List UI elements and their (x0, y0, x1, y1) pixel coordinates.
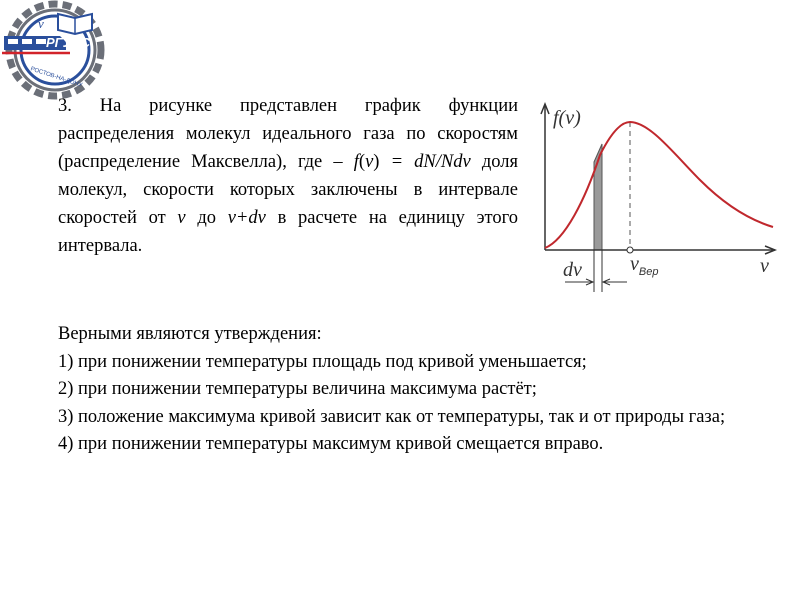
vver-main: v (630, 253, 639, 275)
statements-list (58, 321, 738, 459)
dv-label: dv (563, 259, 582, 281)
statement-2: 2) при понижении температуры величина максимума растёт; (58, 379, 537, 399)
problem-part3: до (185, 208, 228, 228)
book-icon (58, 14, 92, 34)
x-axis-label: v (760, 255, 769, 277)
y-axis-label: f(v) (553, 107, 581, 129)
problem-part1: 3. На рисунке представлен график функции распределения молекул идеального газа по скоростям (распределение Максвелла), где – (58, 96, 518, 172)
formula: = dN/Ndv (379, 152, 471, 172)
problem-part4: в расчете на единицу этого интервала. (58, 208, 519, 256)
statements-heading: Верными являются утверждения: (58, 324, 322, 344)
logo-org-text: РГУПС (46, 35, 91, 50)
university-logo (0, 0, 110, 100)
maxwell-curve (545, 122, 773, 248)
problem-text: 3. На рисунке представлен график функции распределения молекул идеального газа по скоростям (распределение Максвелла), где – f(v) = dN/Ndv доля молекул, скорости которых заключены в интервале скоростей от v до v+dv в расчете на единицу этого интервала. (58, 96, 519, 256)
v-symbol-2: v (177, 208, 186, 228)
f-symbol: f (353, 152, 359, 172)
maxwell-distribution-graph (535, 100, 785, 295)
vver-subscript: Вер (638, 266, 659, 278)
letter-v: v (38, 16, 44, 31)
logo-city-text: РОСТОВ-НА-ДОНУ (29, 66, 83, 89)
statement-3: 3) положение максимума кривой зависит как от температуры, так и от природы газа; (58, 406, 726, 427)
v-symbol: v (365, 152, 374, 172)
vver-label (630, 253, 658, 278)
v-plus-dv: v+dv (227, 208, 266, 228)
statement-4: 4) при понижении температуры максимум кривой смещается вправо. (58, 434, 604, 454)
problem-part2: доля молекул, скорости которых заключены в интервале скоростей от (58, 152, 518, 228)
statement-1: 1) при понижении температуры площадь под кривой уменьшается; (58, 351, 587, 372)
